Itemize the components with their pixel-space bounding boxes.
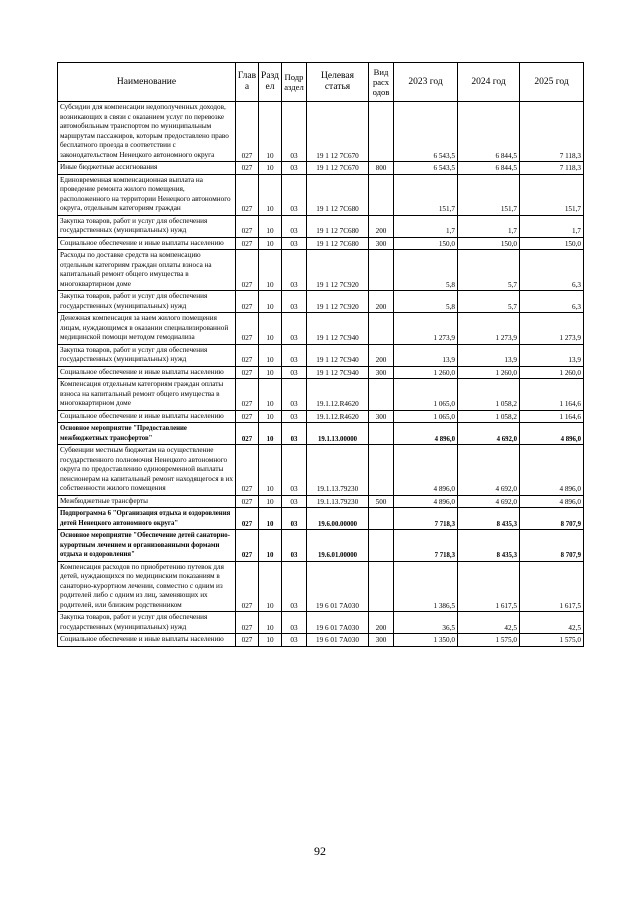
- cell-razdel: 10: [259, 495, 282, 508]
- table-row: [58, 366, 584, 379]
- cell-target-code: 19 6 01 7А030: [307, 612, 369, 634]
- cell-podrazdel: 03: [282, 215, 307, 237]
- cell-2024: 1 260,0: [458, 366, 520, 379]
- cell-podrazdel: 03: [282, 508, 307, 530]
- cell-glava: 027: [236, 215, 259, 237]
- cell-vid: 500: [369, 495, 394, 508]
- cell-2025: 151,7: [520, 174, 584, 215]
- cell-podrazdel: 03: [282, 250, 307, 291]
- budget-table: [57, 62, 584, 647]
- cell-name: Социальное обеспечение и иные выплаты населению: [58, 410, 236, 423]
- cell-razdel: 10: [259, 366, 282, 379]
- cell-target-code: 19 1 12 7С670: [307, 162, 369, 175]
- cell-podrazdel: 03: [282, 344, 307, 366]
- cell-2024: 1 058,2: [458, 379, 520, 411]
- header-name: Наименование: [58, 63, 236, 102]
- table-row: [58, 174, 584, 215]
- cell-razdel: 10: [259, 612, 282, 634]
- cell-2024: 4 692,0: [458, 495, 520, 508]
- cell-razdel: 10: [259, 445, 282, 496]
- cell-podrazdel: 03: [282, 634, 307, 647]
- cell-2025: 13,9: [520, 344, 584, 366]
- cell-name: Социальное обеспечение и иные выплаты населению: [58, 634, 236, 647]
- cell-2025: 150,0: [520, 237, 584, 250]
- cell-glava: 027: [236, 561, 259, 612]
- cell-2025: 1 164,6: [520, 410, 584, 423]
- cell-2025: 6,3: [520, 291, 584, 313]
- cell-2024: 5,7: [458, 291, 520, 313]
- header-glava: Глав а: [236, 63, 259, 102]
- table-row: [58, 530, 584, 562]
- cell-2023: 7 718,3: [394, 508, 458, 530]
- cell-glava: 027: [236, 410, 259, 423]
- cell-2025: 1,7: [520, 215, 584, 237]
- cell-2023: 1,7: [394, 215, 458, 237]
- cell-2025: 1 164,6: [520, 379, 584, 411]
- cell-2023: 1 350,0: [394, 634, 458, 647]
- cell-2024: 13,9: [458, 344, 520, 366]
- cell-name: Подпрограмма 6 "Организация отдыха и оздоровления детей Ненецкого автономного округа": [58, 508, 236, 530]
- cell-podrazdel: 03: [282, 313, 307, 345]
- cell-target-code: 19 1 12 7С940: [307, 313, 369, 345]
- table-row: [58, 410, 584, 423]
- cell-name: Закупка товаров, работ и услуг для обеспечения государственных (муниципальных) нужд: [58, 344, 236, 366]
- cell-2023: 4 896,0: [394, 445, 458, 496]
- cell-2023: 150,0: [394, 237, 458, 250]
- cell-2025: 6,3: [520, 250, 584, 291]
- cell-razdel: 10: [259, 410, 282, 423]
- cell-razdel: 10: [259, 344, 282, 366]
- table-row: [58, 561, 584, 612]
- header-2023: 2023 год: [394, 63, 458, 102]
- cell-2025: 4 896,0: [520, 423, 584, 445]
- cell-name: Социальное обеспечение и иные выплаты населению: [58, 237, 236, 250]
- cell-vid: [369, 561, 394, 612]
- cell-2024: 42,5: [458, 612, 520, 634]
- cell-podrazdel: 03: [282, 530, 307, 562]
- cell-glava: 027: [236, 366, 259, 379]
- cell-name: Закупка товаров, работ и услуг для обеспечения государственных (муниципальных) нужд: [58, 291, 236, 313]
- table-row: [58, 508, 584, 530]
- table-row: [58, 215, 584, 237]
- table-row: [58, 344, 584, 366]
- cell-2023: 4 896,0: [394, 495, 458, 508]
- cell-name: Основное мероприятие "Обеспечение детей санаторно-курортным лечением и организованными формами отдыха и оздоровления": [58, 530, 236, 562]
- table-row: [58, 445, 584, 496]
- cell-2024: 1,7: [458, 215, 520, 237]
- page-number: 92: [314, 844, 326, 858]
- cell-2024: 1 617,5: [458, 561, 520, 612]
- table-row: [58, 313, 584, 345]
- cell-razdel: 10: [259, 379, 282, 411]
- cell-2024: 5,7: [458, 250, 520, 291]
- cell-razdel: 10: [259, 237, 282, 250]
- cell-2023: 5,8: [394, 291, 458, 313]
- cell-razdel: 10: [259, 250, 282, 291]
- cell-razdel: 10: [259, 102, 282, 162]
- cell-2023: 1 065,0: [394, 379, 458, 411]
- cell-vid: 200: [369, 344, 394, 366]
- table-row: [58, 162, 584, 175]
- cell-target-code: 19 1 12 7С680: [307, 215, 369, 237]
- cell-podrazdel: 03: [282, 237, 307, 250]
- cell-glava: 027: [236, 313, 259, 345]
- table-body: [58, 102, 584, 647]
- cell-vid: [369, 508, 394, 530]
- cell-podrazdel: 03: [282, 379, 307, 411]
- table-row: [58, 612, 584, 634]
- cell-razdel: 10: [259, 530, 282, 562]
- cell-2025: 8 707,9: [520, 508, 584, 530]
- table-row: [58, 634, 584, 647]
- cell-vid: 300: [369, 366, 394, 379]
- cell-2025: 7 118,3: [520, 102, 584, 162]
- cell-vid: [369, 530, 394, 562]
- cell-glava: 027: [236, 508, 259, 530]
- cell-2024: 150,0: [458, 237, 520, 250]
- cell-2023: 151,7: [394, 174, 458, 215]
- cell-2023: 7 718,3: [394, 530, 458, 562]
- table-row: [58, 102, 584, 162]
- cell-2023: 13,9: [394, 344, 458, 366]
- cell-vid: [369, 423, 394, 445]
- cell-2024: 1 058,2: [458, 410, 520, 423]
- cell-razdel: 10: [259, 508, 282, 530]
- cell-name: Иные бюджетные ассигнования: [58, 162, 236, 175]
- cell-target-code: 19 6 01 7А030: [307, 561, 369, 612]
- cell-name: Субвенции местным бюджетам на осуществление государственного полномочия Ненецкого автономного округа по предоставлению единовременной выплаты пенсионерам на капитальный ремонт находящегося в их собственности жилого помещения: [58, 445, 236, 496]
- cell-2024: 8 435,3: [458, 508, 520, 530]
- cell-razdel: 10: [259, 215, 282, 237]
- cell-vid: 300: [369, 410, 394, 423]
- cell-razdel: 10: [259, 174, 282, 215]
- header-2024: 2024 год: [458, 63, 520, 102]
- table-row: [58, 250, 584, 291]
- cell-name: Единовременная компенсационная выплата на проведение ремонта жилого помещения, расположенного на территории Ненецкого автономного округа, отдельным категориям граждан: [58, 174, 236, 215]
- cell-glava: 027: [236, 291, 259, 313]
- cell-2024: 151,7: [458, 174, 520, 215]
- cell-podrazdel: 03: [282, 174, 307, 215]
- cell-target-code: 19 1 12 7С680: [307, 237, 369, 250]
- cell-target-code: 19.1.13.79230: [307, 445, 369, 496]
- cell-2024: 1 575,0: [458, 634, 520, 647]
- cell-vid: 200: [369, 215, 394, 237]
- cell-vid: [369, 102, 394, 162]
- cell-razdel: 10: [259, 561, 282, 612]
- cell-glava: 027: [236, 634, 259, 647]
- cell-2024: 6 844,5: [458, 102, 520, 162]
- cell-target-code: 19 1 12 7С670: [307, 102, 369, 162]
- cell-vid: [369, 250, 394, 291]
- cell-2025: 1 575,0: [520, 634, 584, 647]
- cell-podrazdel: 03: [282, 423, 307, 445]
- cell-target-code: 19.1.12.R4620: [307, 379, 369, 411]
- header-podrazdel: Подр аздел: [282, 63, 307, 102]
- cell-glava: 027: [236, 445, 259, 496]
- cell-target-code: 19.1.13.79230: [307, 495, 369, 508]
- cell-razdel: 10: [259, 634, 282, 647]
- cell-podrazdel: 03: [282, 445, 307, 496]
- cell-glava: 027: [236, 530, 259, 562]
- header-2025: 2025 год: [520, 63, 584, 102]
- cell-2023: 1 065,0: [394, 410, 458, 423]
- header-target: Целевая статья: [307, 63, 369, 102]
- cell-glava: 027: [236, 237, 259, 250]
- cell-2024: 4 692,0: [458, 445, 520, 496]
- cell-target-code: 19.6.01.00000: [307, 530, 369, 562]
- cell-2023: 1 260,0: [394, 366, 458, 379]
- cell-razdel: 10: [259, 162, 282, 175]
- table-header-row: [58, 63, 584, 102]
- cell-glava: 027: [236, 344, 259, 366]
- cell-2023: 6 543,5: [394, 162, 458, 175]
- cell-2024: 8 435,3: [458, 530, 520, 562]
- cell-2025: 7 118,3: [520, 162, 584, 175]
- cell-name: Компенсация отдельным категориям граждан оплаты взноса на капитальный ремонт общего имущества в многоквартирном доме: [58, 379, 236, 411]
- cell-name: Основное мероприятие "Предоставление межбюджетных трансфертов": [58, 423, 236, 445]
- cell-target-code: 19 1 12 7С920: [307, 250, 369, 291]
- cell-name: Закупка товаров, работ и услуг для обеспечения государственных (муниципальных) нужд: [58, 612, 236, 634]
- cell-glava: 027: [236, 174, 259, 215]
- table-row: [58, 495, 584, 508]
- cell-glava: 027: [236, 162, 259, 175]
- header-vid: Вид расх одов: [369, 63, 394, 102]
- table-row: [58, 379, 584, 411]
- cell-2023: 5,8: [394, 250, 458, 291]
- cell-glava: 027: [236, 612, 259, 634]
- cell-vid: [369, 379, 394, 411]
- cell-target-code: 19 6 01 7А030: [307, 634, 369, 647]
- cell-vid: [369, 313, 394, 345]
- table-row: [58, 423, 584, 445]
- cell-podrazdel: 03: [282, 162, 307, 175]
- cell-vid: 800: [369, 162, 394, 175]
- cell-podrazdel: 03: [282, 612, 307, 634]
- cell-razdel: 10: [259, 423, 282, 445]
- cell-target-code: 19.1.13.00000: [307, 423, 369, 445]
- cell-glava: 027: [236, 250, 259, 291]
- cell-vid: 300: [369, 237, 394, 250]
- cell-podrazdel: 03: [282, 102, 307, 162]
- cell-2024: 4 692,0: [458, 423, 520, 445]
- cell-podrazdel: 03: [282, 291, 307, 313]
- header-razdel: Разд ел: [259, 63, 282, 102]
- cell-target-code: 19.1.12.R4620: [307, 410, 369, 423]
- table-row: [58, 237, 584, 250]
- cell-vid: 300: [369, 634, 394, 647]
- cell-target-code: 19 1 12 7С940: [307, 344, 369, 366]
- cell-target-code: 19 1 12 7С920: [307, 291, 369, 313]
- cell-2025: 42,5: [520, 612, 584, 634]
- cell-2025: 8 707,9: [520, 530, 584, 562]
- cell-name: Социальное обеспечение и иные выплаты населению: [58, 366, 236, 379]
- cell-name: Расходы по доставке средств на компенсацию отдельным категориям граждан оплаты взноса на капитальный ремонт общего имущества в многоквартирном доме: [58, 250, 236, 291]
- cell-target-code: 19 1 12 7С940: [307, 366, 369, 379]
- cell-name: Субсидии для компенсации недополученных доходов, возникающих в связи с оказанием услуг по перевозке автомобильным транспортом по муниципальным маршрутам пассажиров, которым предоставлено право бесплатного проезда в соответствии с законодательством Ненецкого автономного округа: [58, 102, 236, 162]
- cell-2023: 6 543,5: [394, 102, 458, 162]
- cell-glava: 027: [236, 379, 259, 411]
- cell-glava: 027: [236, 495, 259, 508]
- cell-razdel: 10: [259, 291, 282, 313]
- cell-podrazdel: 03: [282, 366, 307, 379]
- cell-2025: 4 896,0: [520, 445, 584, 496]
- table-row: [58, 291, 584, 313]
- cell-2025: 1 617,5: [520, 561, 584, 612]
- cell-2024: 6 844,5: [458, 162, 520, 175]
- cell-target-code: 19.6.00.00000: [307, 508, 369, 530]
- cell-name: Закупка товаров, работ и услуг для обеспечения государственных (муниципальных) нужд: [58, 215, 236, 237]
- cell-glava: 027: [236, 423, 259, 445]
- cell-name: Денежная компенсация за наем жилого помещения лицам, нуждающимся в оказании специализированной медицинской помощи методом гемодиализа: [58, 313, 236, 345]
- cell-razdel: 10: [259, 313, 282, 345]
- cell-vid: [369, 174, 394, 215]
- cell-podrazdel: 03: [282, 410, 307, 423]
- cell-2025: 1 273,9: [520, 313, 584, 345]
- cell-podrazdel: 03: [282, 561, 307, 612]
- cell-2023: 36,5: [394, 612, 458, 634]
- cell-2024: 1 273,9: [458, 313, 520, 345]
- cell-name: Межбюджетные трансферты: [58, 495, 236, 508]
- cell-name: Компенсация расходов по приобретению путевок для детей, нуждающихся по медицинским показаниям в санаторно-курортном лечении, совместно с одним из родителей либо с одним из лиц, заменяющих их родителей, или близким родственником: [58, 561, 236, 612]
- cell-vid: 200: [369, 612, 394, 634]
- cell-vid: 200: [369, 291, 394, 313]
- cell-vid: [369, 445, 394, 496]
- cell-2025: 1 260,0: [520, 366, 584, 379]
- cell-2023: 4 896,0: [394, 423, 458, 445]
- cell-target-code: 19 1 12 7С680: [307, 174, 369, 215]
- cell-glava: 027: [236, 102, 259, 162]
- cell-2025: 4 896,0: [520, 495, 584, 508]
- cell-podrazdel: 03: [282, 495, 307, 508]
- cell-2023: 1 386,5: [394, 561, 458, 612]
- cell-2023: 1 273,9: [394, 313, 458, 345]
